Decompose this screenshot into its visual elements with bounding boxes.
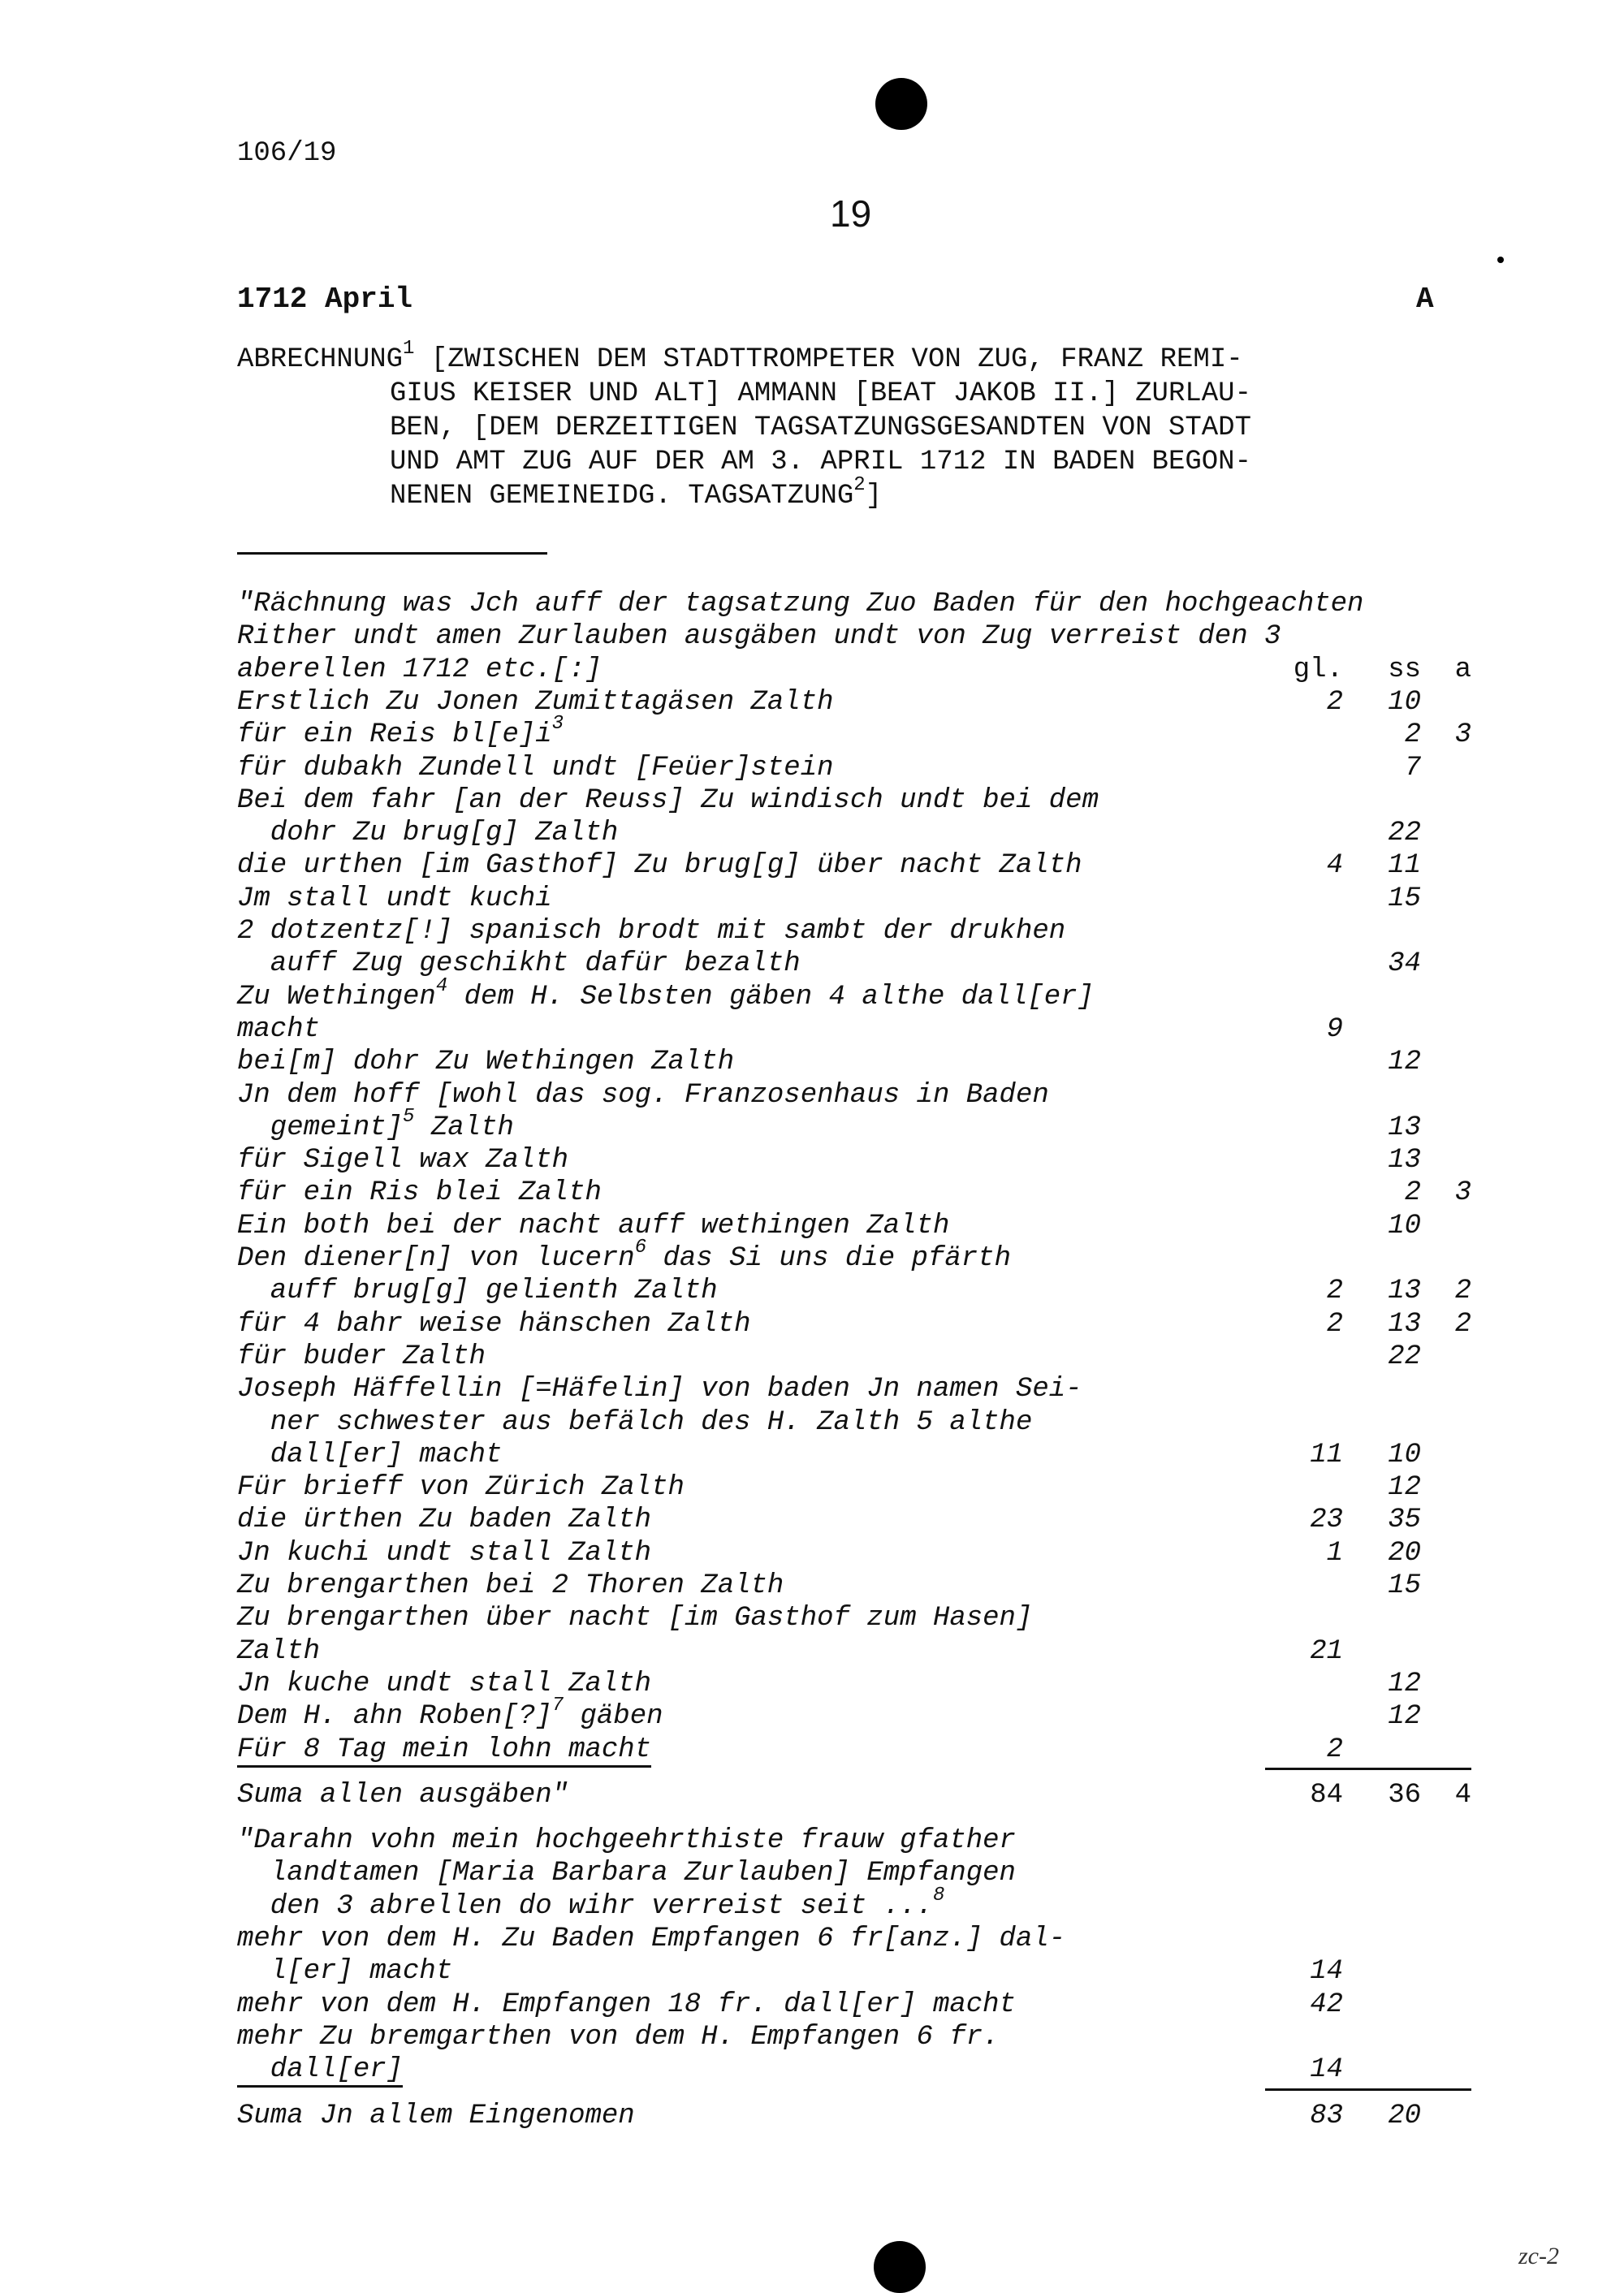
gl-value: 9	[1326, 1013, 1343, 1045]
ledger-entry-row	[237, 1308, 751, 1341]
ledger-entry-text: für ein Reis bl[e]i	[237, 719, 552, 751]
a-value: 2	[1454, 1276, 1471, 1307]
footnote-mark: 5	[403, 1105, 415, 1128]
ss-value: 2	[1404, 719, 1421, 751]
receipt-entry-text: dall[er]	[237, 2054, 403, 2088]
a-value: 2	[1454, 1308, 1471, 1340]
ledger-entry-row	[237, 817, 618, 849]
ledger-entry-text: die ürthen Zu baden Zalth	[237, 1505, 652, 1536]
sum-rule-1	[1265, 1768, 1471, 1770]
page-number: 19	[830, 192, 872, 235]
ledger-entry-text: für ein Ris blei Zalth	[237, 1177, 602, 1209]
corner-note: zc-2	[1518, 2243, 1559, 2269]
gl-value: 21	[1310, 1635, 1343, 1667]
gl-value: 2	[1326, 686, 1343, 718]
total-expenses-label: Suma allen ausgäben"	[237, 1779, 569, 1811]
heading-line-1	[237, 338, 1243, 375]
ledger-entry-text: macht	[237, 1013, 321, 1045]
ledger-entry-text: Ein both bei der nacht auff wethingen Zalth	[237, 1210, 950, 1242]
ledger-entry-row	[237, 784, 1099, 817]
gl-value: 23	[1310, 1505, 1343, 1536]
footnote-mark: 7	[551, 1695, 564, 1717]
ledger-entry-row	[237, 1144, 568, 1177]
ledger-entry-text: Joseph Häffellin [=Häfelin] von baden Jn namen Sei-	[237, 1374, 1082, 1406]
total-ss: 36	[1388, 1779, 1421, 1811]
heading-line-4: UND AMT ZUG AUF DER AM 3. APRIL 1712 IN BADEN BEGON-	[390, 447, 1251, 477]
footnote-mark: 4	[435, 974, 448, 997]
ledger-entry-row	[237, 1406, 1032, 1439]
ledger-entry-row	[237, 1635, 320, 1668]
receipt-entry-text: den 3 abrellen do wihr verreist seit ...	[237, 1890, 933, 1922]
footnote-mark: 6	[634, 1237, 647, 1259]
ss-value: 10	[1388, 1439, 1421, 1470]
ledger-entry-row	[237, 1079, 1049, 1112]
total-receipts-label: Suma Jn allem Eingenomen	[237, 2100, 635, 2131]
gl-value: 42	[1310, 1989, 1343, 2020]
ledger-entry-row	[237, 1341, 486, 1373]
ledger-entry-text-cont: dem H. Selbsten gäben 4 althe dall[er]	[447, 981, 1094, 1013]
ledger-entry-text: für dubakh Zundell undt [Feüer]stein	[237, 752, 834, 784]
ledger-entry-row	[237, 1602, 1032, 1634]
receipt-entry-text: l[er] macht	[237, 1956, 453, 1988]
ss-value: 22	[1388, 1341, 1421, 1372]
ledger-entry-row	[237, 1105, 514, 1144]
ledger-entry-row	[237, 1734, 651, 1766]
ledger-entry-text: Den diener[n] von lucern	[237, 1243, 635, 1274]
heading-line-5	[390, 474, 883, 512]
receipt-entry-row	[237, 1989, 1016, 2021]
receipt-entry-text: mehr von dem H. Empfangen 18 fr. dall[er] macht	[237, 1989, 1016, 2020]
ss-value: 15	[1388, 1570, 1421, 1601]
ss-value: 10	[1388, 1210, 1421, 1242]
punch-hole-top	[875, 78, 927, 130]
ledger-entry-row	[237, 752, 834, 784]
total-receipts-ss: 20	[1388, 2100, 1421, 2131]
heading-word: ABRECHNUNG	[237, 344, 404, 375]
gl-value: 2	[1326, 1276, 1343, 1307]
ledger-entry-row	[237, 1471, 685, 1504]
receipt-entry-text: mehr von dem H. Zu Baden Empfangen 6 fr[anz.] dal-	[237, 1924, 1066, 1954]
speck-mark	[1497, 257, 1504, 263]
ss-value: 13	[1388, 1145, 1421, 1177]
ledger-entry-row	[237, 915, 1065, 948]
ledger-entry-row	[237, 1237, 1011, 1275]
a-value: 3	[1454, 719, 1471, 751]
ledger-entry-text-cont: das Si uns die pfärth	[646, 1243, 1011, 1274]
ledger-entry-row	[237, 1373, 1082, 1406]
ledger-entry-row	[237, 1177, 602, 1209]
ss-value: 15	[1388, 883, 1421, 914]
ledger-entry-text: die urthen [im Gasthof] Zu brug[g] über nacht Zalth	[237, 850, 1082, 882]
receipt-entry-text: landtamen [Maria Barbara Zurlauben] Empfangen	[237, 1858, 1016, 1889]
ss-value: 13	[1388, 1112, 1421, 1143]
gl-value: 2	[1326, 1734, 1343, 1765]
ledger-entry-text: Zu brengarthen bei 2 Thoren Zalth	[237, 1570, 784, 1601]
gl-value: 14	[1310, 2054, 1343, 2086]
ledger-entry-text: "Rächnung was Jch auff der tagsatzung Zuo Baden für den hochgeachten	[237, 589, 1364, 620]
ledger-entry-row	[237, 620, 1281, 653]
ledger-entry-row	[237, 1668, 651, 1700]
ss-value: 12	[1388, 1472, 1421, 1504]
ss-value: 11	[1388, 850, 1421, 882]
ss-value: 20	[1388, 1537, 1421, 1569]
receipt-entry-text: "Darahn vohn mein hochgeehrthiste frauw gfather	[237, 1825, 1016, 1857]
heading-text-5: NENEN GEMEINEIDG. TAGSATZUNG	[390, 481, 854, 512]
ledger-entry-text: Jn kuche undt stall Zalth	[237, 1668, 652, 1699]
ledger-entry-row	[237, 1210, 949, 1242]
ss-value: 13	[1388, 1276, 1421, 1307]
ledger-entry-text: 2 dotzentz[!] spanisch brodt mit sambt der drukhen	[237, 916, 1066, 947]
ledger-entry-text: auff brug[g] gelienth Zalth	[237, 1276, 718, 1307]
ss-value: 2	[1404, 1177, 1421, 1209]
heading-text-1: [ZWISCHEN DEM STADTTROMPETER VON ZUG, FRANZ REMI-	[414, 344, 1243, 375]
ledger-entry-row	[237, 883, 552, 915]
ledger-entry-row	[237, 1013, 320, 1046]
ledger-entry-text: Für brieff von Zürich Zalth	[237, 1472, 685, 1504]
ledger-entry-text: bei[m] dohr Zu Wethingen Zalth	[237, 1047, 735, 1078]
ledger-entry-row	[237, 588, 1363, 620]
footnote-mark-2: 2	[853, 474, 866, 496]
receipt-entry-row	[237, 1955, 452, 1988]
receipt-entry-row	[237, 1824, 1016, 1857]
footnote-mark-1: 1	[403, 338, 415, 360]
ss-value: 22	[1388, 818, 1421, 849]
gl-value: gl.	[1293, 654, 1343, 685]
ledger-entry-row	[237, 1504, 651, 1536]
footnote-mark: 3	[551, 713, 564, 736]
ledger-entry-text: dohr Zu brug[g] Zalth	[237, 818, 619, 849]
ledger-entry-text: Erstlich Zu Jonen Zumittagäsen Zalth	[237, 686, 834, 718]
ledger-entry-row	[237, 1695, 663, 1733]
ledger-entry-text: Bei dem fahr [an der Reuss] Zu windisch undt bei dem	[237, 784, 1099, 816]
page-reference: 106/19	[237, 138, 337, 169]
ledger-entry-row	[237, 974, 1094, 1013]
receipt-entry-row	[237, 2053, 403, 2086]
ledger-entry-text: gemeint]	[237, 1112, 404, 1143]
receipt-entry-row	[237, 1884, 945, 1923]
document-letter: A	[1416, 283, 1434, 316]
ledger-entry-text: aberellen 1712 etc.[:]	[237, 654, 602, 685]
ss-value: 34	[1388, 948, 1421, 980]
footnote-mark: 8	[932, 1884, 945, 1907]
document-date: 1712 April	[237, 283, 413, 316]
ledger-entry-text: auff Zug geschikht dafür bezalth	[237, 948, 801, 980]
gl-value: 4	[1326, 850, 1343, 882]
gl-value: 14	[1310, 1956, 1343, 1988]
ss-value: 10	[1388, 686, 1421, 718]
ledger-entry-text: Zu brengarthen über nacht [im Gasthof zum Hasen]	[237, 1603, 1033, 1634]
ledger-entry-row	[237, 1570, 784, 1602]
ledger-entry-text: Jn dem hoff [wohl das sog. Franzosenhaus in Baden	[237, 1079, 1049, 1111]
ss-value: ss	[1388, 654, 1421, 685]
ss-value: 12	[1388, 1668, 1421, 1699]
ledger-entry-row	[237, 686, 834, 719]
ss-value: 12	[1388, 1047, 1421, 1078]
ledger-entry-text: für 4 bahr weise hänschen Zalth	[237, 1308, 751, 1340]
ledger-entry-text: Zu Wethingen	[237, 981, 436, 1013]
total-a: 4	[1454, 1779, 1471, 1811]
ledger-entry-text-cont: Zalth	[414, 1112, 514, 1143]
heading-text-5-end: ]	[865, 481, 883, 512]
gl-value: 11	[1310, 1439, 1343, 1470]
a-value: 3	[1454, 1177, 1471, 1209]
sum-rule-2	[1265, 2088, 1471, 2091]
ss-value: 13	[1388, 1308, 1421, 1340]
ledger-entry-row	[237, 948, 801, 980]
receipt-entry-row	[237, 1923, 1065, 1955]
ledger-entry-text: Jm stall undt kuchi	[237, 883, 552, 914]
ledger-entry-row	[237, 1439, 502, 1471]
separator-rule	[237, 552, 547, 555]
receipt-entry-row	[237, 2021, 1000, 2053]
ledger-entry-row	[237, 713, 564, 751]
gl-value: 2	[1326, 1308, 1343, 1340]
ledger-entry-row	[237, 1046, 734, 1078]
ledger-entry-row	[237, 654, 602, 686]
ledger-entry-text: dall[er] macht	[237, 1439, 503, 1470]
ledger-entry-row	[237, 1537, 651, 1570]
ss-value: 35	[1388, 1505, 1421, 1536]
ss-value: 12	[1388, 1701, 1421, 1733]
ledger-entry-text: Zalth	[237, 1635, 321, 1667]
receipt-entry-text: mehr Zu bremgarthen von dem H. Empfangen 6 fr.	[237, 2021, 1000, 2053]
receipt-entry-row	[237, 1857, 1016, 1889]
ledger-entry-text: Dem H. ahn Roben[?]	[237, 1701, 552, 1733]
ledger-entry-text: für buder Zalth	[237, 1341, 486, 1372]
ledger-entry-text: Jn kuchi undt stall Zalth	[237, 1537, 652, 1569]
ledger-entry-text-cont: gäben	[564, 1701, 663, 1733]
gl-value: 1	[1326, 1537, 1343, 1569]
ledger-entry-text: Für 8 Tag mein lohn macht	[237, 1734, 651, 1768]
ledger-entry-text: ner schwester aus befälch des H. Zalth 5 althe	[237, 1406, 1033, 1438]
ledger-entry-text: für Sigell wax Zalth	[237, 1145, 569, 1177]
ledger-entry-text: Rither undt amen Zurlauben ausgäben undt von Zug verreist den 3	[237, 621, 1281, 653]
total-gl: 84	[1310, 1779, 1343, 1811]
punch-hole-bottom	[874, 2241, 926, 2293]
heading-line-3: BEN, [DEM DERZEITIGEN TAGSATZUNGSGESANDTEN VON STADT	[390, 412, 1251, 443]
total-receipts-gl: 83	[1310, 2100, 1343, 2131]
ss-value: 7	[1404, 752, 1421, 784]
heading-line-2: GIUS KEISER UND ALT] AMMANN [BEAT JAKOB II.] ZURLAU-	[390, 378, 1251, 409]
ledger-entry-row	[237, 849, 1082, 882]
a-value: a	[1454, 654, 1471, 685]
ledger-entry-row	[237, 1275, 718, 1307]
